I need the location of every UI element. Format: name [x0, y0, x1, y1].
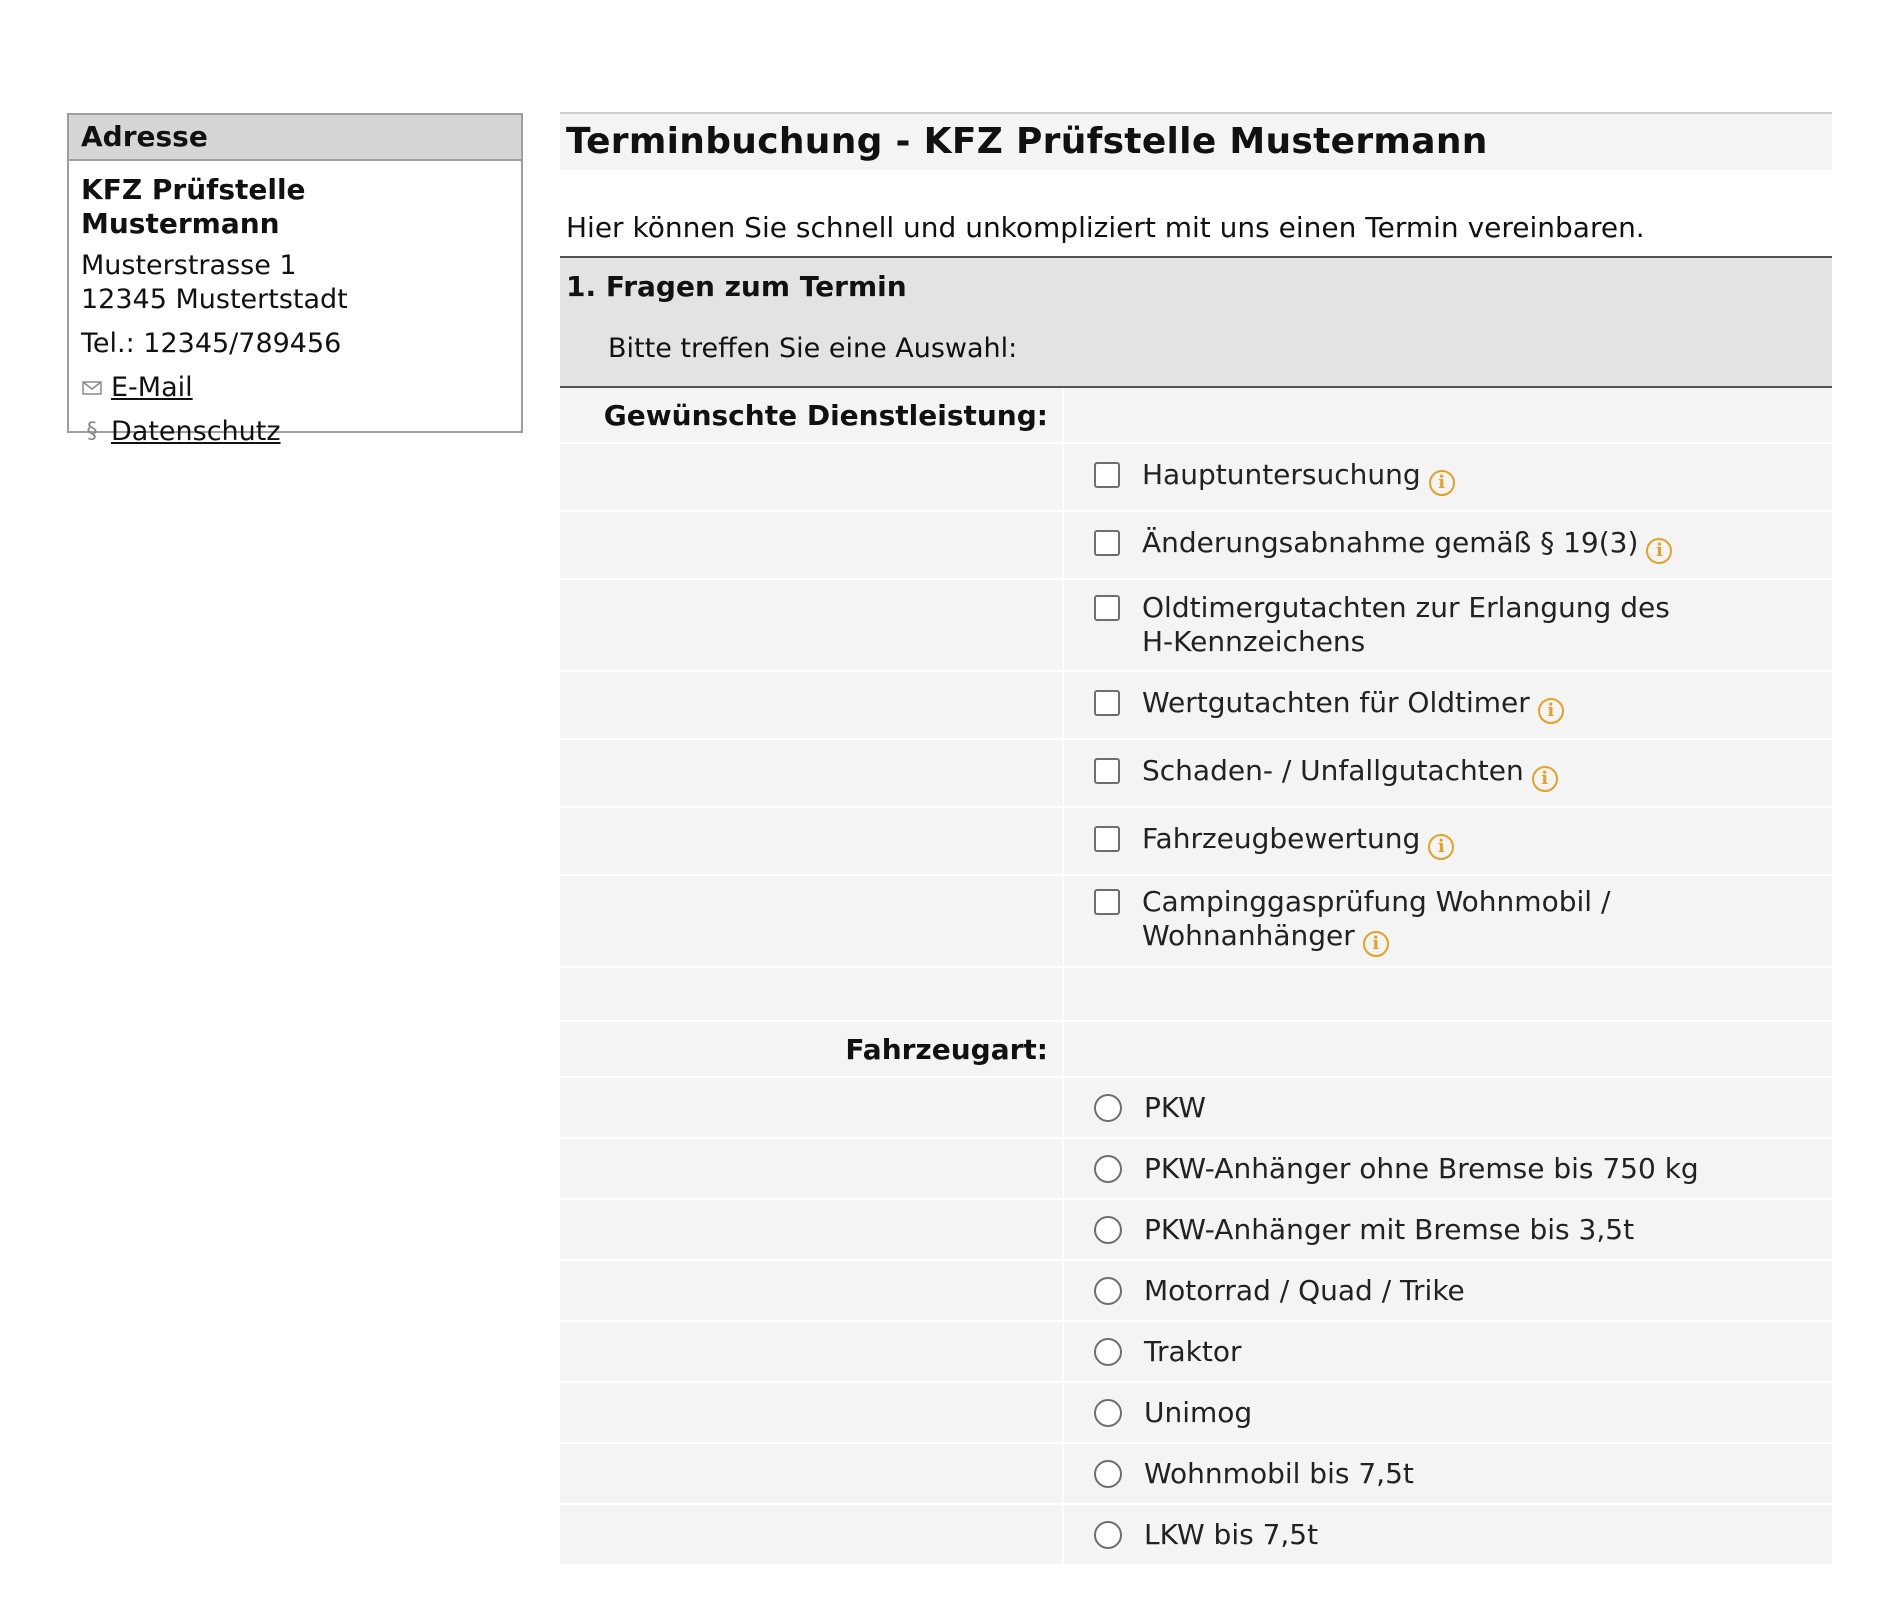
section-subtitle: Bitte treffen Sie eine Auswahl: — [608, 333, 1018, 364]
vehicle-option-label: Traktor — [1144, 1334, 1242, 1368]
service-checkbox[interactable] — [1094, 595, 1120, 621]
vehicle-option-label: PKW — [1144, 1090, 1206, 1124]
vehicle-row — [560, 1078, 1832, 1139]
vehicle-row — [560, 1444, 1832, 1505]
intro-text: Hier können Sie schnell und unkompliziert mit uns einen Termin vereinbaren. — [566, 211, 1645, 244]
service-row — [560, 672, 1832, 740]
service-label-row — [560, 388, 1832, 444]
vehicle-row — [560, 1200, 1832, 1261]
vehicle-radio[interactable] — [1094, 1094, 1122, 1122]
service-option-hauptuntersuchung[interactable] — [1064, 458, 1832, 496]
vehicle-row — [560, 1139, 1832, 1200]
address-header: Adresse — [69, 115, 521, 161]
vehicle-option-label: LKW bis 7,5t — [1144, 1517, 1319, 1551]
section-header — [560, 256, 1832, 388]
service-option-schadengutachten[interactable] — [1064, 754, 1832, 792]
vehicle-row — [560, 1505, 1832, 1566]
service-option-label: Fahrzeugbewertung — [1142, 822, 1421, 855]
info-icon[interactable]: i — [1363, 931, 1389, 957]
company-name: KFZ Prüfstelle Mustermann — [81, 173, 306, 240]
service-option-oldtimergutachten[interactable] — [1064, 591, 1832, 659]
service-row — [560, 444, 1832, 512]
vehicle-radio[interactable] — [1094, 1338, 1122, 1366]
vehicle-radio[interactable] — [1094, 1277, 1122, 1305]
phone: Tel.: 12345/789456 — [81, 328, 342, 359]
vehicle-row — [560, 1383, 1832, 1444]
vehicle-radio[interactable] — [1094, 1216, 1122, 1244]
service-row — [560, 512, 1832, 580]
privacy-link-row — [81, 415, 509, 449]
info-icon[interactable]: i — [1429, 470, 1455, 496]
envelope-icon — [81, 377, 103, 399]
service-option-fahrzeugbewertung[interactable] — [1064, 822, 1832, 860]
spacer-row — [560, 968, 1832, 1022]
privacy-link[interactable]: Datenschutz — [111, 416, 281, 447]
service-row — [560, 580, 1832, 672]
section-title: 1. Fragen zum Termin — [566, 270, 907, 303]
service-option-label: Campinggasprüfung Wohnmobil / Wohnanhänger — [1142, 885, 1611, 952]
vehicle-radio[interactable] — [1094, 1460, 1122, 1488]
info-icon[interactable]: i — [1428, 834, 1454, 860]
service-checkbox[interactable] — [1094, 758, 1120, 784]
service-row — [560, 740, 1832, 808]
service-option-label: Wertgutachten für Oldtimer — [1142, 686, 1530, 719]
service-row — [560, 876, 1832, 968]
vehicle-option-wohnmobil[interactable] — [1064, 1457, 1832, 1491]
vehicle-option-pkw-anhaenger-ohne-bremse[interactable] — [1064, 1152, 1832, 1186]
vehicle-radio[interactable] — [1094, 1399, 1122, 1427]
vehicle-option-motorrad[interactable] — [1064, 1274, 1832, 1308]
vehicle-option-pkw[interactable] — [1064, 1091, 1832, 1125]
service-checkbox[interactable] — [1094, 889, 1120, 915]
vehicle-option-label: Wohnmobil bis 7,5t — [1144, 1456, 1414, 1490]
vehicle-option-lkw[interactable] — [1064, 1518, 1832, 1552]
service-option-label: Oldtimergutachten zur Erlangung des H-Kennzeichens — [1142, 591, 1670, 658]
service-option-wertgutachten[interactable] — [1064, 686, 1832, 724]
service-option-campinggaspruefung[interactable] — [1064, 885, 1832, 957]
vehicle-option-label: Unimog — [1144, 1395, 1253, 1429]
page-title: Terminbuchung - KFZ Prüfstelle Mustermann — [560, 112, 1832, 170]
vehicle-label-row — [560, 1022, 1832, 1078]
vehicle-option-label: PKW-Anhänger mit Bremse bis 3,5t — [1144, 1212, 1635, 1246]
service-option-aenderungsabnahme[interactable] — [1064, 526, 1832, 564]
info-icon[interactable]: i — [1538, 698, 1564, 724]
address-box — [67, 113, 523, 447]
vehicle-option-traktor[interactable] — [1064, 1335, 1832, 1369]
vehicle-option-label: PKW-Anhänger ohne Bremse bis 750 kg — [1144, 1151, 1699, 1185]
vehicle-option-label: Motorrad / Quad / Trike — [1144, 1273, 1465, 1307]
vehicle-radio[interactable] — [1094, 1155, 1122, 1183]
service-label-cell: Gewünschte Dienstleistung: — [560, 388, 1064, 444]
service-label: Gewünschte Dienstleistung — [603, 398, 1037, 432]
street: Musterstrasse 1 — [81, 250, 297, 281]
section-sign-icon: § — [86, 419, 98, 444]
service-checkbox[interactable] — [1094, 690, 1120, 716]
service-option-label: Schaden- / Unfallgutachten — [1142, 754, 1524, 787]
vehicle-row — [560, 1261, 1832, 1322]
service-checkbox[interactable] — [1094, 462, 1120, 488]
vehicle-option-pkw-anhaenger-mit-bremse[interactable] — [1064, 1213, 1832, 1247]
vehicle-row — [560, 1322, 1832, 1383]
info-icon[interactable]: i — [1646, 538, 1672, 564]
main-content — [560, 112, 1832, 1566]
address-body — [69, 161, 521, 457]
email-link-row — [81, 371, 509, 405]
city: 12345 Mustertstadt — [81, 284, 348, 315]
service-checkbox[interactable] — [1094, 530, 1120, 556]
vehicle-radio[interactable] — [1094, 1521, 1122, 1549]
email-link[interactable]: E-Mail — [111, 372, 193, 403]
booking-form-table — [560, 388, 1832, 1566]
service-checkbox[interactable] — [1094, 826, 1120, 852]
info-icon[interactable]: i — [1532, 766, 1558, 792]
vehicle-label: Fahrzeugart — [845, 1032, 1037, 1066]
vehicle-label-cell: Fahrzeugart: — [560, 1022, 1064, 1078]
service-option-label: Hauptuntersuchung — [1142, 458, 1421, 491]
vehicle-option-unimog[interactable] — [1064, 1396, 1832, 1430]
service-option-label: Änderungsabnahme gemäß § 19(3) — [1142, 526, 1639, 559]
service-row — [560, 808, 1832, 876]
